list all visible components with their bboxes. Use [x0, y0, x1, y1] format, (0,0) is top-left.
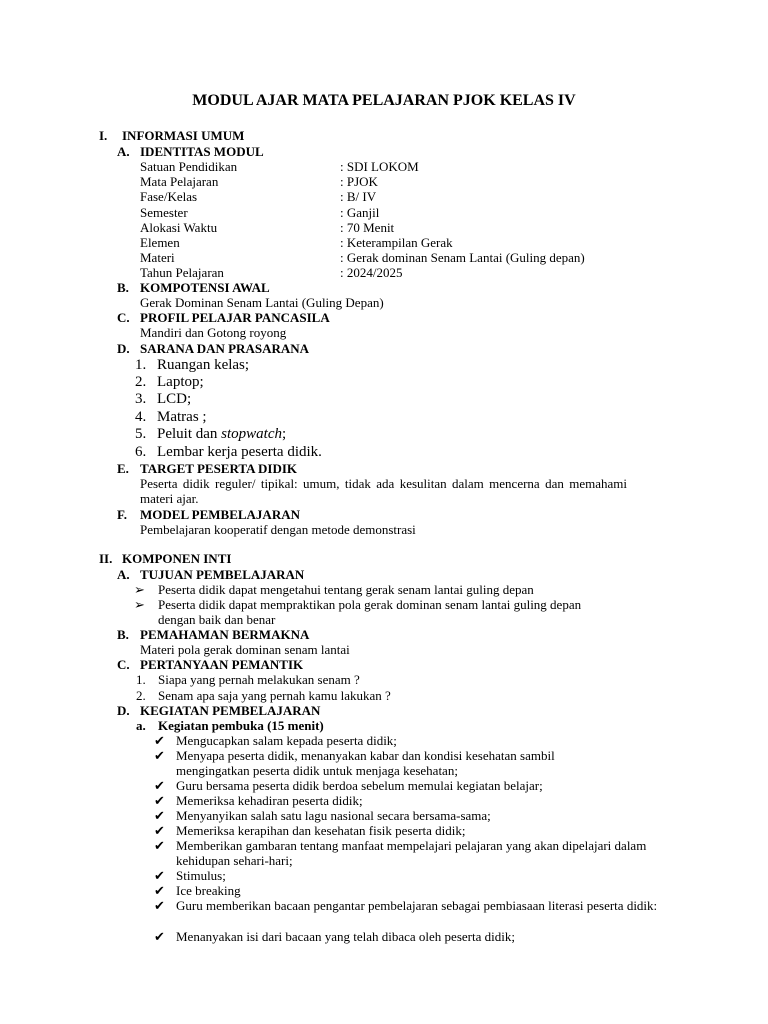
profil-letter: C. — [117, 310, 130, 325]
arrow-bullet-icon: ➢ — [134, 582, 145, 597]
kegiatan-heading: KEGIATAN PEMBELAJARAN — [140, 703, 321, 718]
identity-label: Elemen — [140, 235, 180, 250]
list-number: 2. — [136, 688, 146, 703]
identitas-letter: A. — [117, 144, 130, 159]
list-item: Ice breaking — [176, 883, 241, 898]
kompetensi-letter: B. — [117, 280, 129, 295]
checkmark-icon: ✔ — [154, 748, 165, 763]
pertanyaan-heading: PERTANYAAN PEMANTIK — [140, 657, 304, 672]
list-item: Menyanyikan salah satu lagu nasional secara bersama-sama; — [176, 808, 491, 823]
tujuan-letter: A. — [117, 567, 130, 582]
list-item: Senam apa saja yang pernah kamu lakukan ? — [158, 688, 391, 703]
list-item: Menanyakan isi dari bacaan yang telah dibaca oleh peserta didik; — [176, 929, 515, 944]
target-text: Peserta didik reguler/ tipikal: umum, tidak ada kesulitan dalam mencerna dan memahami materi ajar. — [140, 476, 627, 506]
list-item: Memeriksa kerapihan dan kesehatan fisik peserta didik; — [176, 823, 466, 838]
identity-label: Materi — [140, 250, 175, 265]
target-letter: E. — [117, 461, 129, 476]
list-item: Menyapa peserta didik, menanyakan kabar dan kondisi kesehatan sambil mengingatkan peserta didik untuk menjaga kesehatan; — [176, 748, 555, 778]
identity-label: Tahun Pelajaran — [140, 265, 224, 280]
list-number: 2. — [135, 374, 147, 390]
section-2-heading: KOMPONEN INTI — [122, 551, 232, 566]
section-1-number: I. — [99, 128, 108, 143]
sarana-letter: D. — [117, 341, 130, 356]
profil-heading: PROFIL PELAJAR PANCASILA — [140, 310, 330, 325]
document-title: MODUL AJAR MATA PELAJARAN PJOK KELAS IV — [192, 92, 576, 109]
section-1-heading: INFORMASI UMUM — [122, 128, 245, 143]
checkmark-icon: ✔ — [154, 793, 165, 808]
checkmark-icon: ✔ — [154, 733, 165, 748]
pertanyaan-letter: C. — [117, 657, 130, 672]
target-heading: TARGET PESERTA DIDIK — [140, 461, 298, 476]
model-heading: MODEL PEMBELAJARAN — [140, 507, 300, 522]
pemahaman-heading: PEMAHAMAN BERMAKNA — [140, 627, 310, 642]
list-item: Mengucapkan salam kepada peserta didik; — [176, 733, 397, 748]
list-item: Matras ; — [157, 409, 207, 425]
list-item: Stimulus; — [176, 868, 226, 883]
identity-value: : 70 Menit — [340, 220, 395, 235]
list-number: 3. — [135, 391, 147, 407]
arrow-bullet-icon: ➢ — [134, 597, 145, 612]
list-item: Guru memberikan bacaan pengantar pembelajaran sebagai pembiasaan literasi peserta didik: — [176, 898, 658, 913]
checkmark-icon: ✔ — [154, 823, 165, 838]
identity-label: Fase/Kelas — [140, 189, 198, 204]
list-item: Memeriksa kehadiran peserta didik; — [176, 793, 363, 808]
list-item: Peserta didik dapat mengetahui tentang gerak senam lantai guling depan — [158, 582, 534, 597]
checkmark-icon: ✔ — [154, 929, 165, 944]
list-number: 5. — [135, 426, 147, 442]
profil-text: Mandiri dan Gotong royong — [140, 325, 287, 340]
kegiatan-letter: D. — [117, 703, 130, 718]
identity-value: : SDI LOKOM — [340, 159, 419, 174]
checkmark-icon: ✔ — [154, 868, 165, 883]
identity-value: : PJOK — [340, 174, 378, 189]
kompetensi-text: Gerak Dominan Senam Lantai (Guling Depan) — [140, 295, 384, 310]
identity-value: : Keterampilan Gerak — [340, 235, 453, 250]
identity-label: Semester — [140, 205, 188, 220]
pemahaman-letter: B. — [117, 627, 129, 642]
model-text: Pembelajaran kooperatif dengan metode demonstrasi — [140, 522, 416, 537]
sarana-heading: SARANA DAN PRASARANA — [140, 341, 310, 356]
list-item: Lembar kerja peserta didik. — [157, 444, 322, 460]
identity-label: Mata Pelajaran — [140, 174, 219, 189]
list-item: Siapa yang pernah melakukan senam ? — [158, 672, 360, 687]
kompetensi-heading: KOMPOTENSI AWAL — [140, 280, 270, 295]
checkmark-icon: ✔ — [154, 808, 165, 823]
checkmark-icon: ✔ — [154, 898, 165, 913]
list-item: Ruangan kelas; — [157, 357, 250, 373]
list-item: Laptop; — [157, 374, 204, 390]
kegiatan-sub-letter: a. — [136, 718, 146, 733]
identity-label: Alokasi Waktu — [140, 220, 218, 235]
section-2-number: II. — [99, 551, 113, 566]
identity-value: : Ganjil — [340, 205, 380, 220]
checkmark-icon: ✔ — [154, 778, 165, 793]
identity-value: : B/ IV — [340, 189, 377, 204]
pemahaman-text: Materi pola gerak dominan senam lantai — [140, 642, 350, 657]
list-number: 1. — [135, 357, 147, 373]
kegiatan-sub-heading: Kegiatan pembuka (15 menit) — [158, 718, 324, 733]
list-item: Peserta didik dapat mempraktikan pola gerak dominan senam lantai guling depan dengan baik dan benar — [158, 597, 582, 627]
identity-value: : 2024/2025 — [340, 265, 403, 280]
list-number: 1. — [136, 672, 146, 687]
identitas-heading: IDENTITAS MODUL — [140, 144, 264, 159]
list-item: Guru bersama peserta didik berdoa sebelum memulai kegiatan belajar; — [176, 778, 543, 793]
list-item: Memberikan gambaran tentang manfaat mempelajari pelajaran yang akan dipelajari dalam kehidupan sehari-hari; — [176, 838, 647, 868]
model-letter: F. — [117, 507, 127, 522]
list-number: 4. — [135, 409, 147, 425]
identity-value: : Gerak dominan Senam Lantai (Guling depan) — [340, 250, 585, 265]
list-item: Peluit dan stopwatch; — [157, 426, 287, 442]
tujuan-heading: TUJUAN PEMBELAJARAN — [140, 567, 305, 582]
checkmark-icon: ✔ — [154, 838, 165, 853]
checkmark-icon: ✔ — [154, 883, 165, 898]
list-item: LCD; — [157, 391, 192, 407]
list-number: 6. — [135, 444, 147, 460]
identity-label: Satuan Pendidikan — [140, 159, 238, 174]
